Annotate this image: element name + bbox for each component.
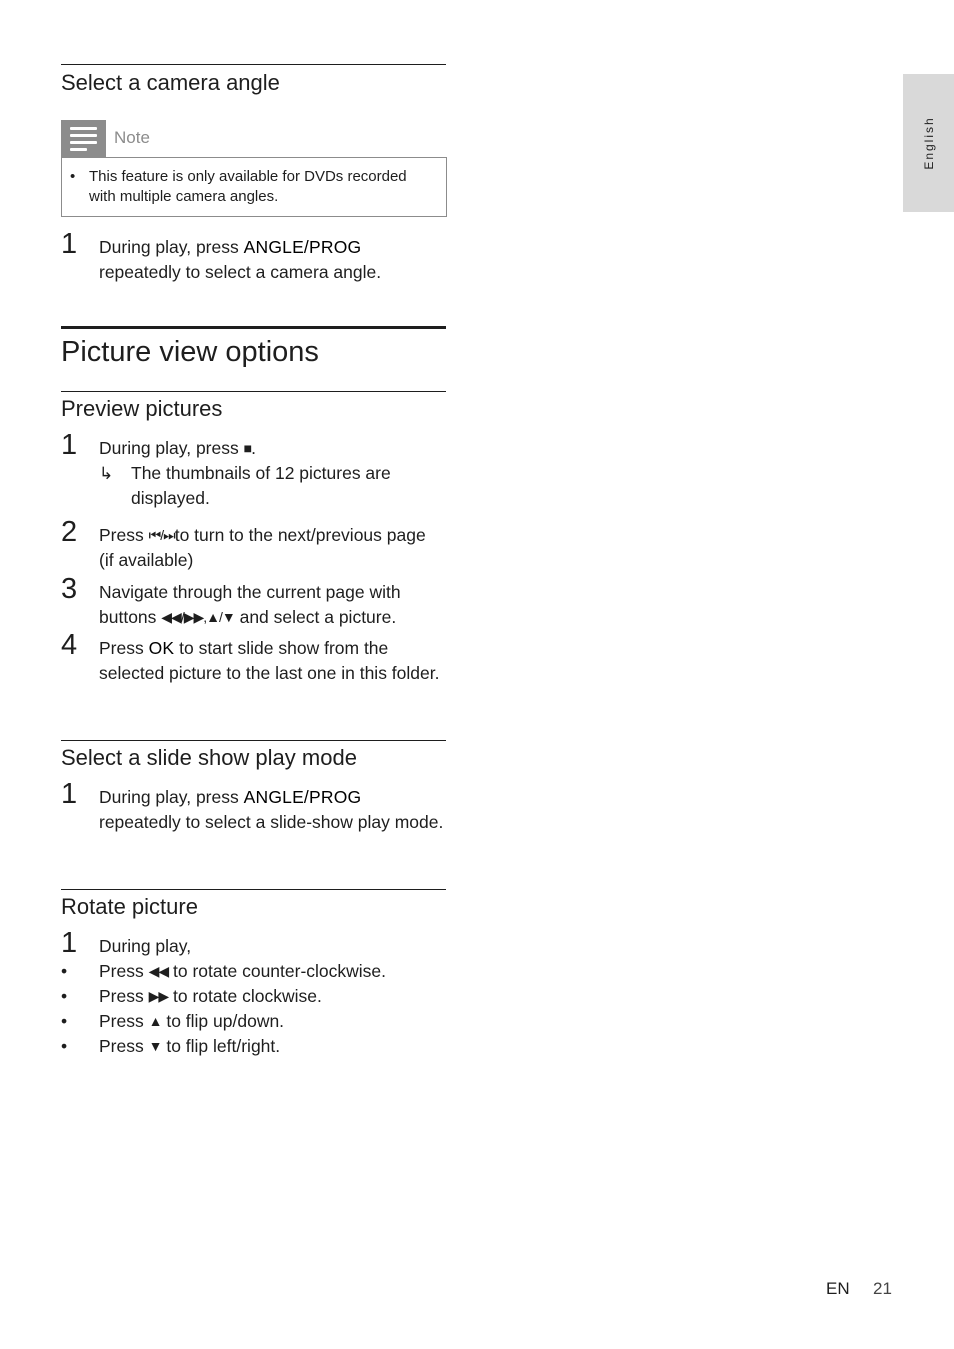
- step-text: to start slide show from the selected picture to the last one in this folder.: [99, 638, 440, 683]
- list-item: [99, 1009, 444, 1034]
- step-number: 3: [61, 573, 78, 605]
- prev-next-icon: ⏮/⏭: [148, 527, 175, 543]
- result-arrow-icon: ↳: [99, 464, 114, 483]
- item-text: to rotate clockwise.: [168, 986, 322, 1006]
- note-icon: [61, 120, 106, 157]
- step-number: 4: [61, 629, 78, 661]
- preview-step-3: [99, 580, 444, 630]
- language-tab-label: English: [921, 116, 936, 170]
- ok-key: OK: [148, 638, 175, 658]
- section-divider: [61, 391, 446, 392]
- preview-heading: Preview pictures: [61, 396, 223, 421]
- item-text: to rotate counter-clockwise.: [168, 961, 387, 981]
- step-number: 1: [61, 927, 78, 959]
- list-bullet: •: [61, 1011, 68, 1031]
- step-number: 2: [61, 516, 78, 548]
- step-text: and select a picture.: [234, 607, 397, 627]
- step-text: During play, press: [99, 237, 244, 257]
- page-number: 21: [873, 1279, 892, 1298]
- camera-angle-step-1: [99, 235, 444, 285]
- item-text: Press: [99, 1011, 149, 1031]
- note-text: This feature is only available for DVDs recorded with multiple camera angles.: [89, 168, 407, 205]
- list-item: [99, 959, 444, 984]
- item-text: Press: [99, 986, 149, 1006]
- step-text: Navigate through the current page with buttons: [99, 582, 401, 627]
- list-bullet: •: [61, 1036, 68, 1056]
- fast-forward-icon: ▶▶: [148, 988, 169, 1004]
- footer-language: EN: [826, 1279, 850, 1298]
- navigation-icons: ◀◀/▶▶,▲/▼: [161, 609, 235, 625]
- step-number: 1: [61, 228, 78, 260]
- language-tab: [903, 74, 954, 212]
- camera-angle-heading: Select a camera angle: [61, 70, 280, 95]
- step-text: Press: [99, 525, 149, 545]
- note-label: Note: [114, 128, 150, 147]
- angle-prog-key: ANGLE/PROG: [243, 237, 362, 257]
- item-text: to flip left/right.: [161, 1036, 281, 1056]
- slideshow-heading: Select a slide show play mode: [61, 745, 357, 770]
- preview-step-1: [99, 436, 444, 461]
- step-text: to turn to the next/previous page (if available): [99, 525, 426, 570]
- item-text: to flip up/down.: [161, 1011, 285, 1031]
- list-bullet: •: [61, 986, 68, 1006]
- step-number: 1: [61, 778, 78, 810]
- rewind-icon: ◀◀: [148, 963, 169, 979]
- item-text: Press: [99, 1036, 149, 1056]
- chapter-divider: [61, 326, 446, 329]
- note-bullet: •: [70, 168, 76, 185]
- list-item: [99, 1034, 444, 1059]
- section-divider: [61, 64, 446, 65]
- slideshow-step-1: [99, 785, 444, 835]
- preview-result: The thumbnails of 12 pictures are displayed.: [131, 463, 391, 508]
- step-text: repeatedly to select a camera angle.: [99, 262, 382, 282]
- item-text: Press: [99, 961, 149, 981]
- page-title: Picture view options: [61, 336, 319, 368]
- rotate-step-1: During play,: [99, 936, 192, 956]
- step-number: 1: [61, 429, 78, 461]
- preview-step-2: [99, 523, 444, 573]
- down-arrow-icon: ▼: [148, 1038, 162, 1054]
- section-divider: [61, 740, 446, 741]
- step-text: .: [251, 438, 256, 458]
- preview-step-4: [99, 636, 444, 686]
- angle-prog-key: ANGLE/PROG: [243, 787, 362, 807]
- stop-icon: ■: [243, 440, 252, 456]
- rotate-heading: Rotate picture: [61, 894, 198, 919]
- up-arrow-icon: ▲: [148, 1013, 162, 1029]
- step-text: repeatedly to select a slide-show play mode.: [99, 812, 444, 832]
- step-text: During play, press: [99, 787, 244, 807]
- step-text: During play, press: [99, 438, 244, 458]
- section-divider: [61, 889, 446, 890]
- list-bullet: •: [61, 961, 68, 981]
- list-item: [99, 984, 444, 1009]
- step-text: Press: [99, 638, 149, 658]
